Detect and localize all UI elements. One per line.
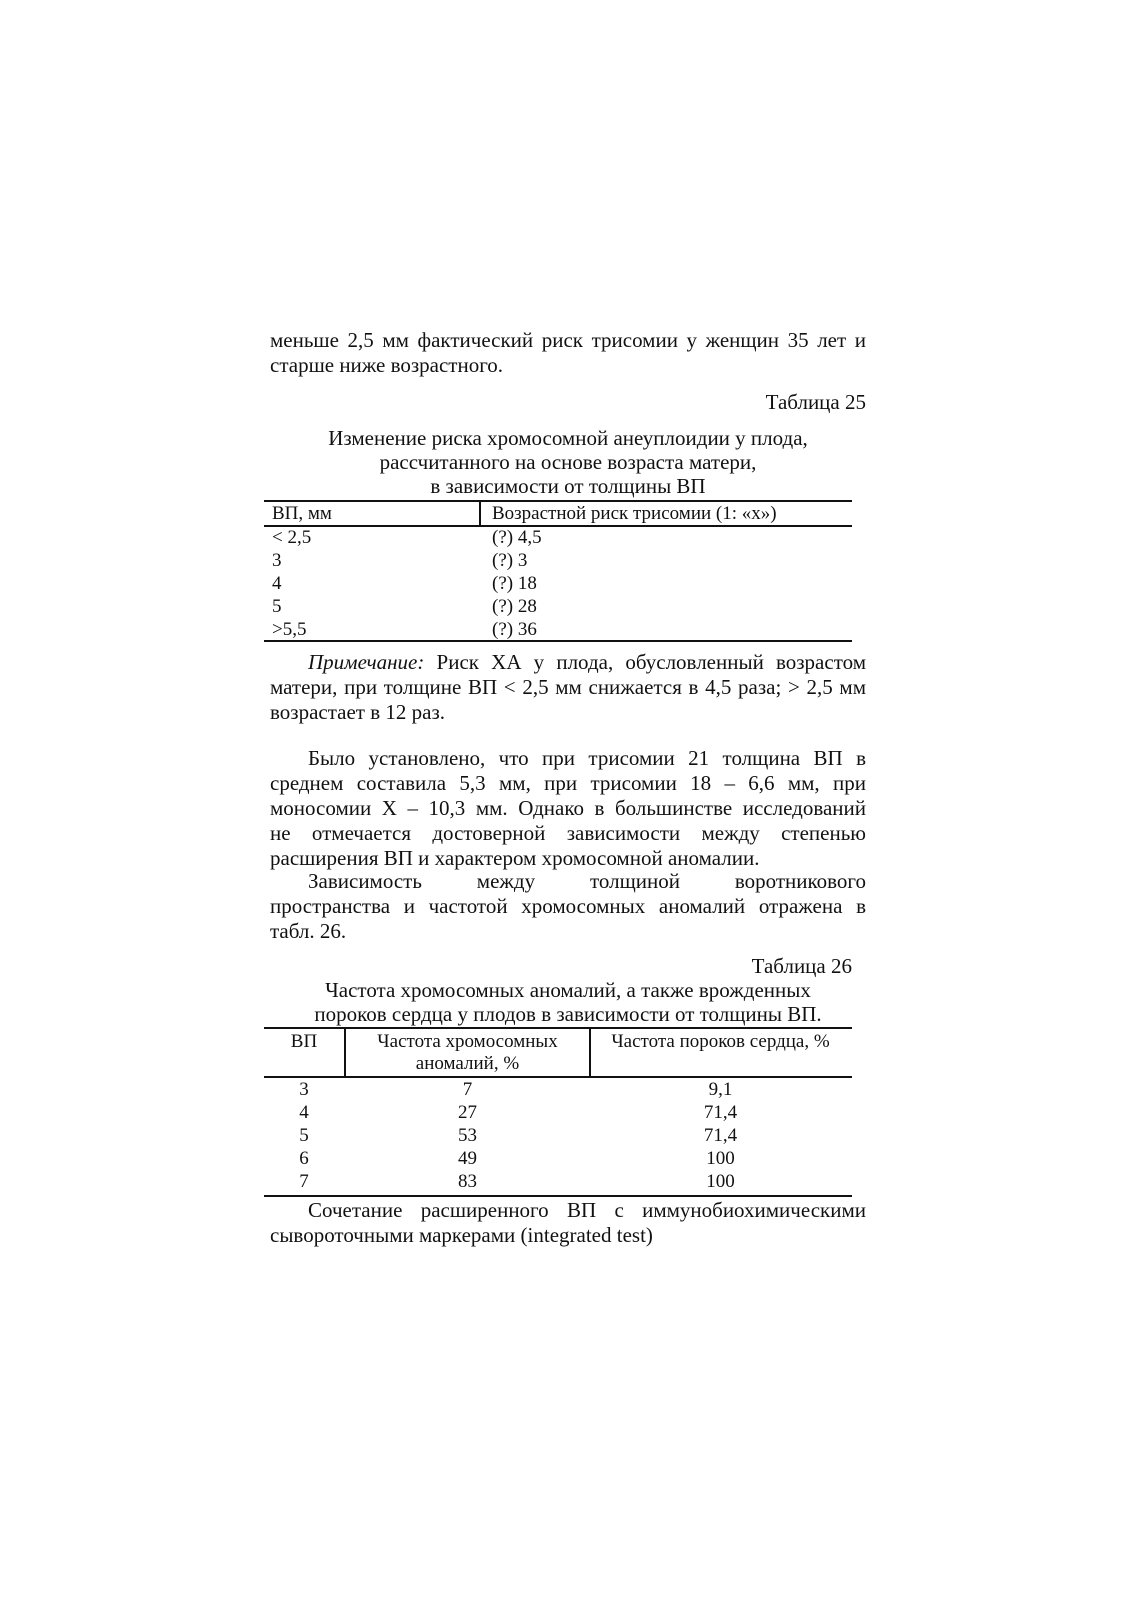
- table26-header-cell: ВП: [290, 1031, 318, 1052]
- table-row: [272, 619, 542, 642]
- table-cell: 71,4: [703, 1125, 738, 1146]
- table-cell: (?) 4,5: [492, 527, 542, 548]
- table26-header-rule: [264, 1076, 852, 1078]
- table25-note-line-1: [270, 650, 866, 675]
- table-row: [264, 1125, 852, 1148]
- note-label: Примечание:: [308, 650, 425, 674]
- table26-title: [270, 978, 866, 1026]
- table-cell: 3: [299, 1079, 309, 1100]
- table26-top-rule: [264, 1027, 852, 1029]
- table-cell: 49: [458, 1148, 477, 1169]
- table-cell: 83: [458, 1171, 477, 1192]
- table25-header-cell: Возрастной риск трисомии (1: «x»): [492, 503, 777, 524]
- table-cell: 27: [458, 1102, 477, 1123]
- table26-header-line: Частота хромосомных: [377, 1031, 558, 1052]
- para2-line-1: Зависимость между толщиной воротникового: [308, 869, 866, 893]
- table25: [272, 503, 777, 525]
- table25-top-rule: [264, 500, 852, 502]
- table-cell: 7: [462, 1079, 473, 1100]
- table-row: [272, 573, 542, 596]
- para1-line-1: Было установлено, что при трисомии 21 толщина ВП в: [308, 746, 866, 770]
- table26-header-cell: Частота пороков сердца, %: [611, 1031, 830, 1052]
- table-cell: < 2,5: [272, 527, 312, 548]
- table25-bottom-rule: [264, 640, 852, 642]
- para2-line-3: табл. 26.: [270, 919, 347, 943]
- intro-line-1: меньше 2,5 мм фактический риск трисомии у женщин 35 лет и: [270, 328, 866, 352]
- table26-label: Таблица 26: [751, 954, 852, 978]
- para3-line-2: сывороточными маркерами (integrated test): [270, 1223, 653, 1247]
- table-cell: 6: [299, 1148, 309, 1169]
- table-row: [272, 527, 542, 550]
- para1-line-2: среднем составила 5,3 мм, при трисомии 18 – 6,6 мм, при: [270, 771, 866, 795]
- table-cell: 7: [299, 1171, 309, 1192]
- table-cell: 100: [706, 1171, 735, 1192]
- table-row: [264, 1148, 852, 1171]
- table-cell: 53: [458, 1125, 477, 1146]
- table25-title-line: Изменение риска хромосомной анеуплоидии у плода,: [328, 426, 808, 450]
- table-cell: 4: [299, 1102, 309, 1123]
- table-cell: (?) 18: [492, 573, 537, 594]
- table25-label: Таблица 25: [765, 390, 866, 414]
- table25-body: [272, 527, 542, 642]
- table-cell: 5: [272, 596, 282, 617]
- table-cell: 71,4: [703, 1102, 738, 1123]
- para1-line-3: моносомии X – 10,3 мм. Однако в большинстве исследований: [270, 796, 866, 820]
- table26-header-line: аномалий, %: [415, 1053, 520, 1074]
- para3-line-1: Сочетание расширенного ВП с иммунобиохимическими: [308, 1198, 866, 1222]
- table-cell: 9,1: [708, 1079, 733, 1100]
- table25-title: [270, 426, 866, 498]
- table26-title-line: пороков сердца у плодов в зависимости от толщины ВП.: [314, 1002, 822, 1026]
- table-row: [272, 550, 542, 573]
- para2-line-2: пространства и частотой хромосомных аномалий отражена в: [270, 894, 866, 918]
- table25-note-line-2: матери, при толщине ВП < 2,5 мм снижается в 4,5 раза; > 2,5 мм: [270, 675, 866, 699]
- table-cell: (?) 28: [492, 596, 537, 617]
- table25-note-line-3: возрастает в 12 раз.: [270, 700, 445, 724]
- table-cell: 3: [272, 550, 282, 571]
- table-cell: (?) 36: [492, 619, 537, 640]
- table-cell: 5: [299, 1125, 309, 1146]
- para1-line-5: расширения ВП и характером хромосомной аномалии.: [270, 846, 760, 870]
- table-cell: >5,5: [272, 619, 307, 640]
- table-cell: 100: [706, 1148, 735, 1169]
- table26-title-line: Частота хромосомных аномалий, а также врожденных: [325, 978, 811, 1002]
- table-row: [272, 596, 542, 619]
- table26-header-cell: [346, 1031, 589, 1075]
- table-row: [264, 1171, 852, 1194]
- table-row: [264, 1079, 852, 1102]
- table25-title-line: рассчитанного на основе возраста матери,: [379, 450, 757, 474]
- note-text: Риск ХА у плода, обусловленный возрастом: [436, 650, 866, 674]
- table-cell: 4: [272, 573, 282, 594]
- table25-header-cell: ВП, мм: [272, 503, 332, 524]
- intro-line-2: старше ниже возрастного.: [270, 353, 504, 377]
- table25-title-line: в зависимости от толщины ВП: [430, 474, 706, 498]
- table25-header-row: [272, 503, 777, 525]
- table26-bottom-rule: [264, 1195, 852, 1197]
- table-cell: (?) 3: [492, 550, 528, 571]
- para1-line-4: не отмечается достоверной зависимости между степенью: [270, 821, 866, 845]
- table-row: [264, 1102, 852, 1125]
